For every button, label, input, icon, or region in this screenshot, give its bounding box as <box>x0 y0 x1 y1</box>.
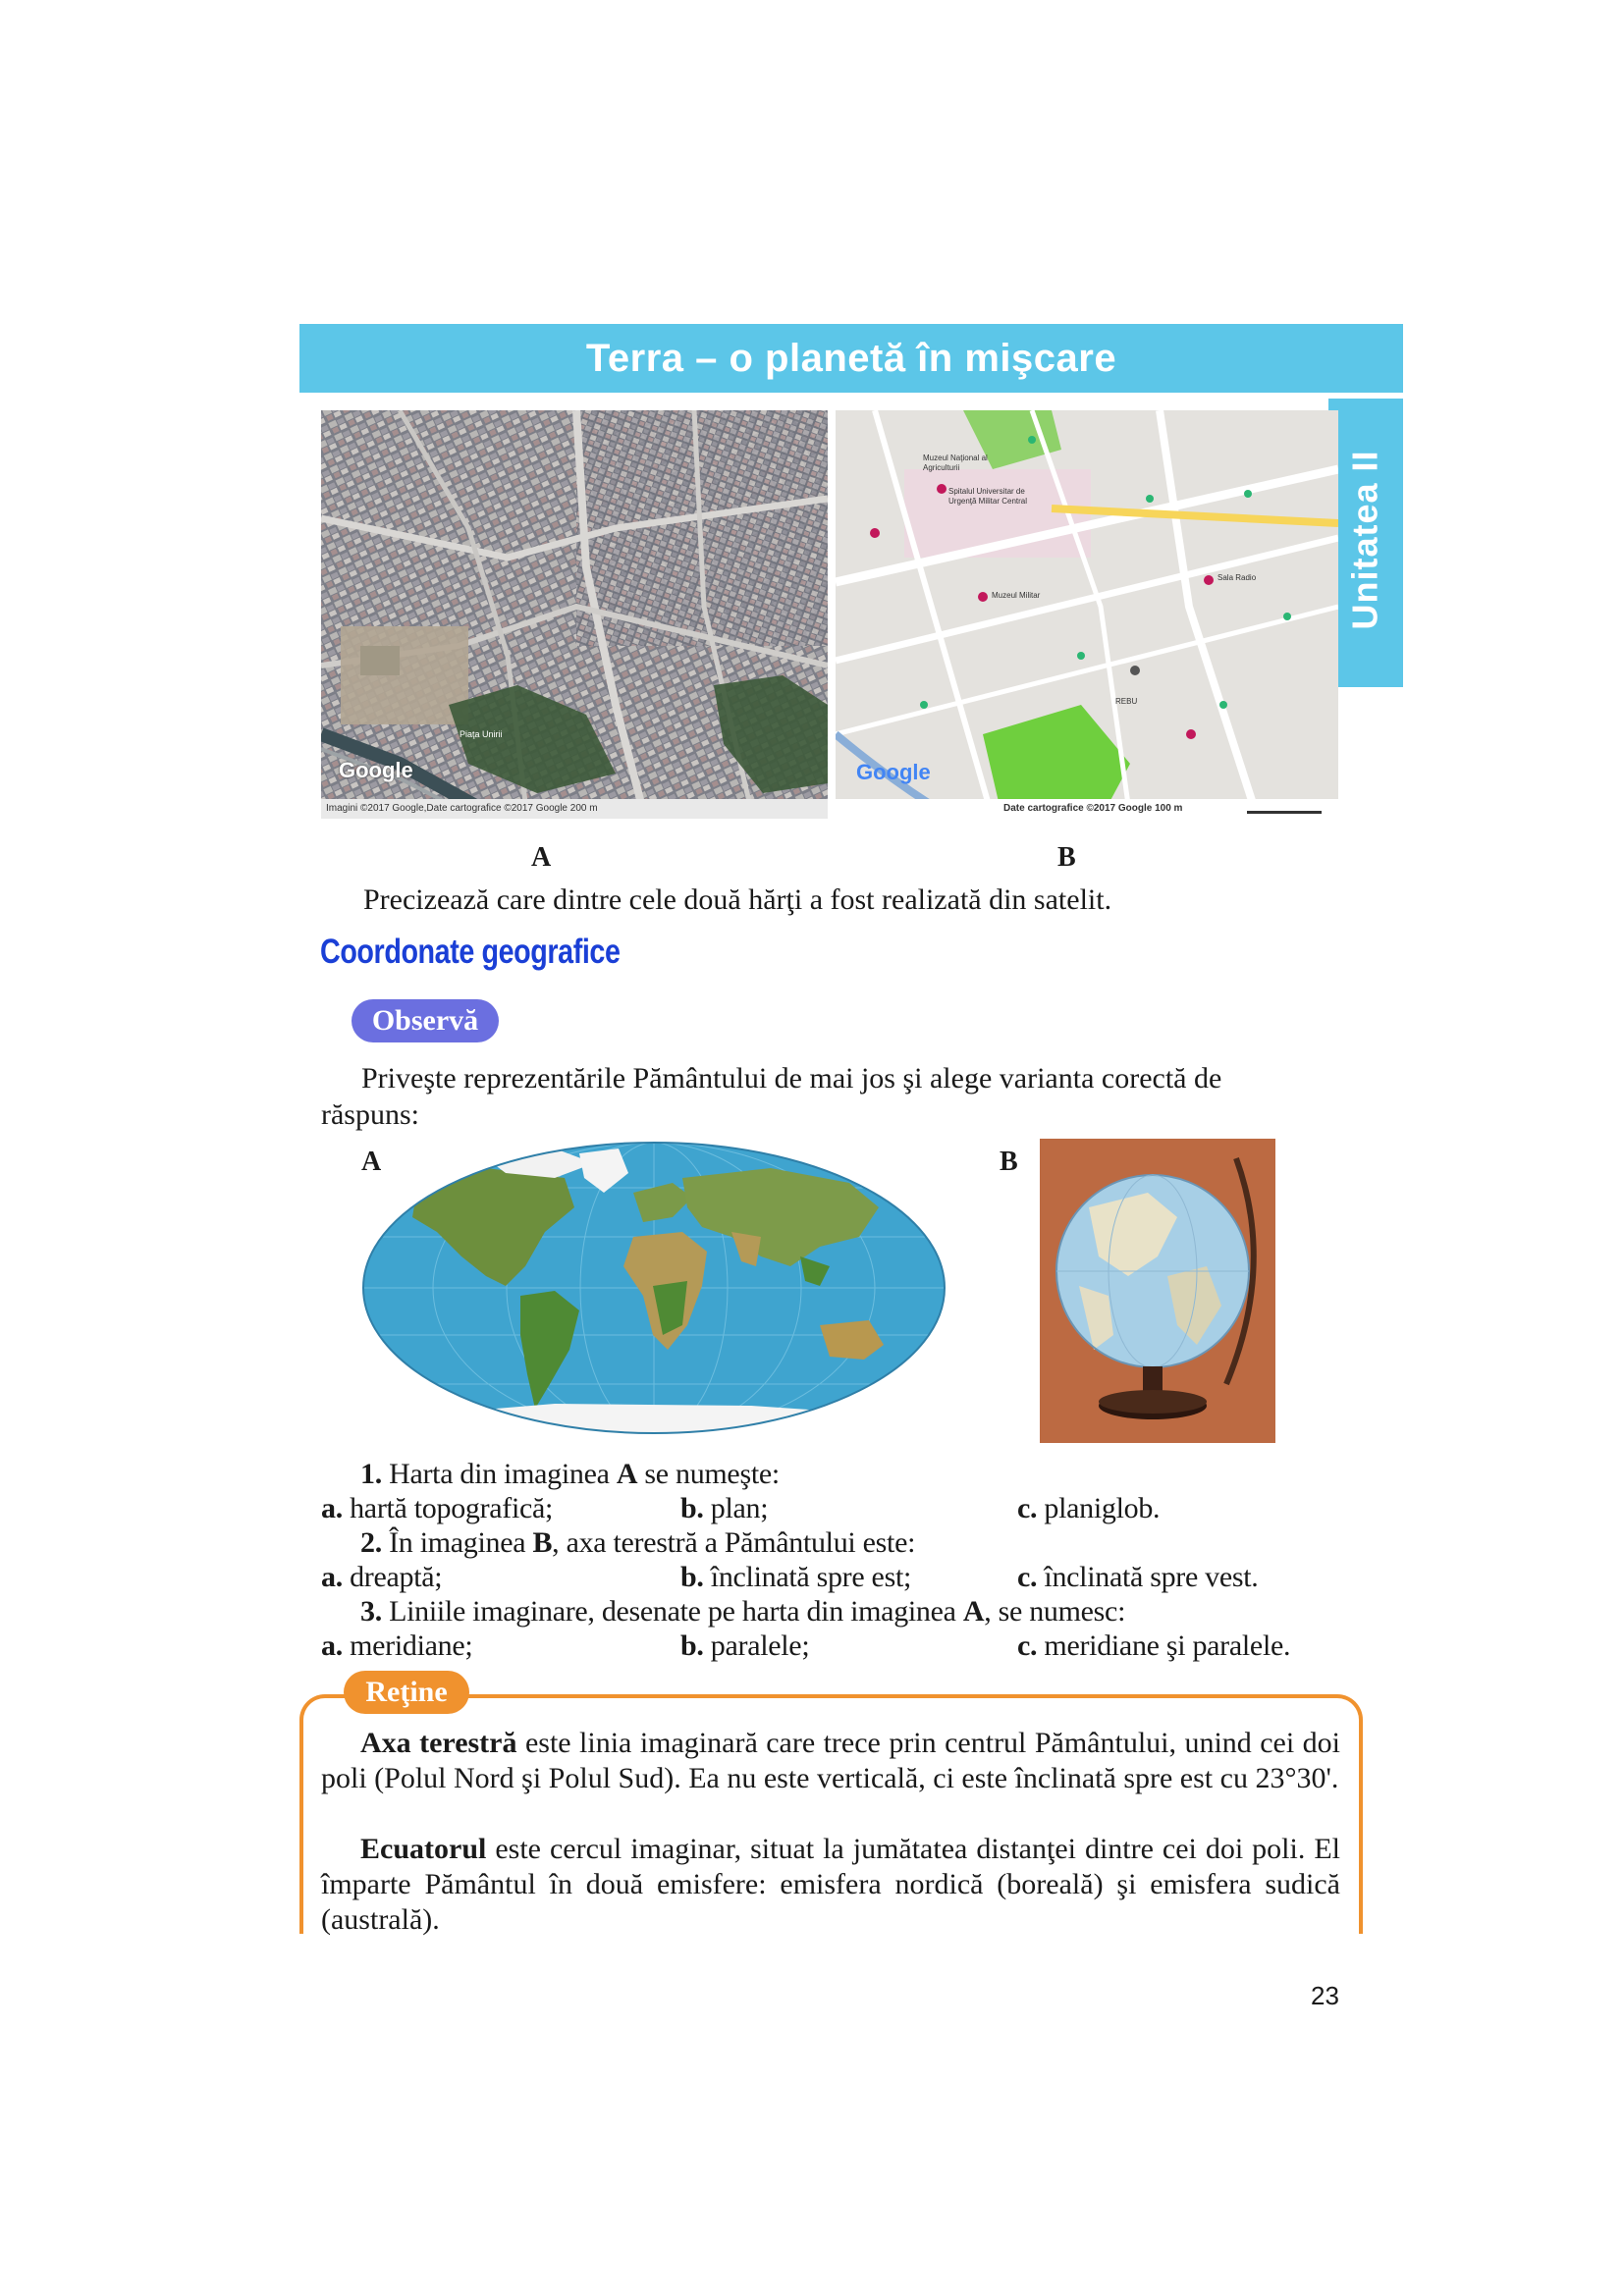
map-question: Precizează care dintre cele două hărţi a fost realizată din satelit. <box>363 883 1112 916</box>
question-3-bold: A <box>962 1595 985 1628</box>
map-b-caption: Date cartografice ©2017 Google 100 m <box>1003 803 1183 814</box>
street-map-image <box>836 410 1338 819</box>
question-1-pre: Harta din imaginea <box>381 1458 617 1490</box>
map-b-label-sala-radio: Sala Radio <box>1217 573 1257 582</box>
question-2 <box>360 1526 915 1560</box>
option-text: înclinată spre vest. <box>1037 1561 1259 1593</box>
unit-tab-label: Unitatea II <box>1345 450 1386 630</box>
image-b-letter: B <box>1000 1147 1018 1177</box>
question-3-post: , se numesc: <box>984 1595 1126 1628</box>
question-3-option-b <box>680 1629 809 1663</box>
option-letter: a. <box>321 1561 343 1593</box>
option-text: meridiane şi paralele. <box>1037 1629 1291 1662</box>
map-b-letter: B <box>1057 842 1076 873</box>
map-b-scale-bar <box>1247 811 1322 814</box>
option-letter: b. <box>680 1492 704 1524</box>
retine-paragraph-2 <box>321 1832 1340 1938</box>
question-2-pre: În imaginea <box>381 1526 533 1559</box>
observa-intro-line1: Priveşte reprezentările Pământului de mai jos şi alege varianta corectă de <box>361 1062 1222 1095</box>
option-letter: b. <box>680 1561 704 1593</box>
option-letter: c. <box>1017 1629 1038 1662</box>
question-1 <box>360 1458 780 1491</box>
option-text: înclinată spre est; <box>703 1561 912 1593</box>
globe-graphic <box>1040 1139 1275 1443</box>
image-a-letter: A <box>361 1147 382 1177</box>
section-title: Coordonate geografice <box>320 933 621 971</box>
page-number: 23 <box>1311 1981 1339 2010</box>
option-text: hartă topografică; <box>342 1492 554 1524</box>
google-logo-a: Google <box>339 758 413 782</box>
planiglob-graphic <box>358 1139 950 1438</box>
map-b-label-rebu: REBU <box>1115 697 1138 706</box>
question-3-number: 3. <box>360 1595 382 1628</box>
option-text: meridiane; <box>342 1629 473 1662</box>
observa-badge: Observă <box>352 999 499 1042</box>
street-map-graphic <box>836 410 1338 819</box>
question-2-post: , axa terestră a Pământului este: <box>552 1526 916 1559</box>
option-letter: a. <box>321 1629 343 1662</box>
question-3-option-a <box>321 1629 472 1663</box>
question-2-option-b <box>680 1561 911 1594</box>
question-3-pre: Liniile imaginare, desenate pe harta din imaginea <box>381 1595 963 1628</box>
question-2-option-c <box>1017 1561 1259 1594</box>
map-a-caption: Imagini ©2017 Google,Date cartografice ©2017 Google 200 m <box>326 803 598 814</box>
question-1-option-c <box>1017 1492 1160 1525</box>
map-b-label-military-museum: Muzeul Militar <box>992 591 1041 600</box>
question-3 <box>360 1595 1125 1629</box>
option-letter: a. <box>321 1492 343 1524</box>
map-b-label-hospital: Spitalul Universitar de Urgenţă Militar Central <box>948 487 1028 506</box>
question-1-post: se numeşte: <box>637 1458 780 1490</box>
globe-image <box>1040 1139 1275 1443</box>
unit-tab-label-wrap <box>1328 393 1403 687</box>
observa-intro-line2: răspuns: <box>321 1098 419 1131</box>
retine-badge: Reţine <box>344 1671 469 1714</box>
map-a-letter: A <box>531 842 552 873</box>
question-2-number: 2. <box>360 1526 382 1559</box>
retine-text-ecuator: este cercul imaginar, situat la jumătatea distanţei dintre cei doi poli. El împarte Pământul în două emisfere: emisfera nordică (boreală) şi emisfera sudică (australă). <box>321 1833 1340 1936</box>
option-text: paralele; <box>703 1629 810 1662</box>
google-logo-b: Google <box>856 760 931 784</box>
map-a-label: Piaţa Unirii <box>460 729 503 739</box>
option-letter: b. <box>680 1629 704 1662</box>
option-letter: c. <box>1017 1492 1038 1524</box>
question-1-number: 1. <box>360 1458 382 1490</box>
retine-text-axa: este linia imaginară care trece prin centrul Pământului, unind cei doi poli (Polul Nord şi Polul Sud). Ea nu este verticală, ci este înclinată spre est cu 23°30'. <box>321 1727 1340 1794</box>
page-header-title: Terra – o planetă în mişcare <box>585 337 1117 380</box>
option-text: dreaptă; <box>342 1561 443 1593</box>
option-text: plan; <box>703 1492 769 1524</box>
question-1-option-a <box>321 1492 553 1525</box>
question-1-option-b <box>680 1492 768 1525</box>
map-b-label-museum-agri: Muzeul Naţional al Agriculturii <box>923 454 988 472</box>
planiglob-image <box>358 1139 950 1438</box>
retine-term-axa: Axa terestră <box>360 1727 517 1759</box>
question-2-bold: B <box>532 1526 553 1559</box>
option-letter: c. <box>1017 1561 1038 1593</box>
question-1-bold: A <box>616 1458 638 1490</box>
question-3-option-c <box>1017 1629 1290 1663</box>
option-text: planiglob. <box>1037 1492 1161 1524</box>
retine-paragraph-1 <box>321 1726 1340 1796</box>
question-2-option-a <box>321 1561 442 1594</box>
retine-term-ecuator: Ecuatorul <box>360 1833 487 1865</box>
